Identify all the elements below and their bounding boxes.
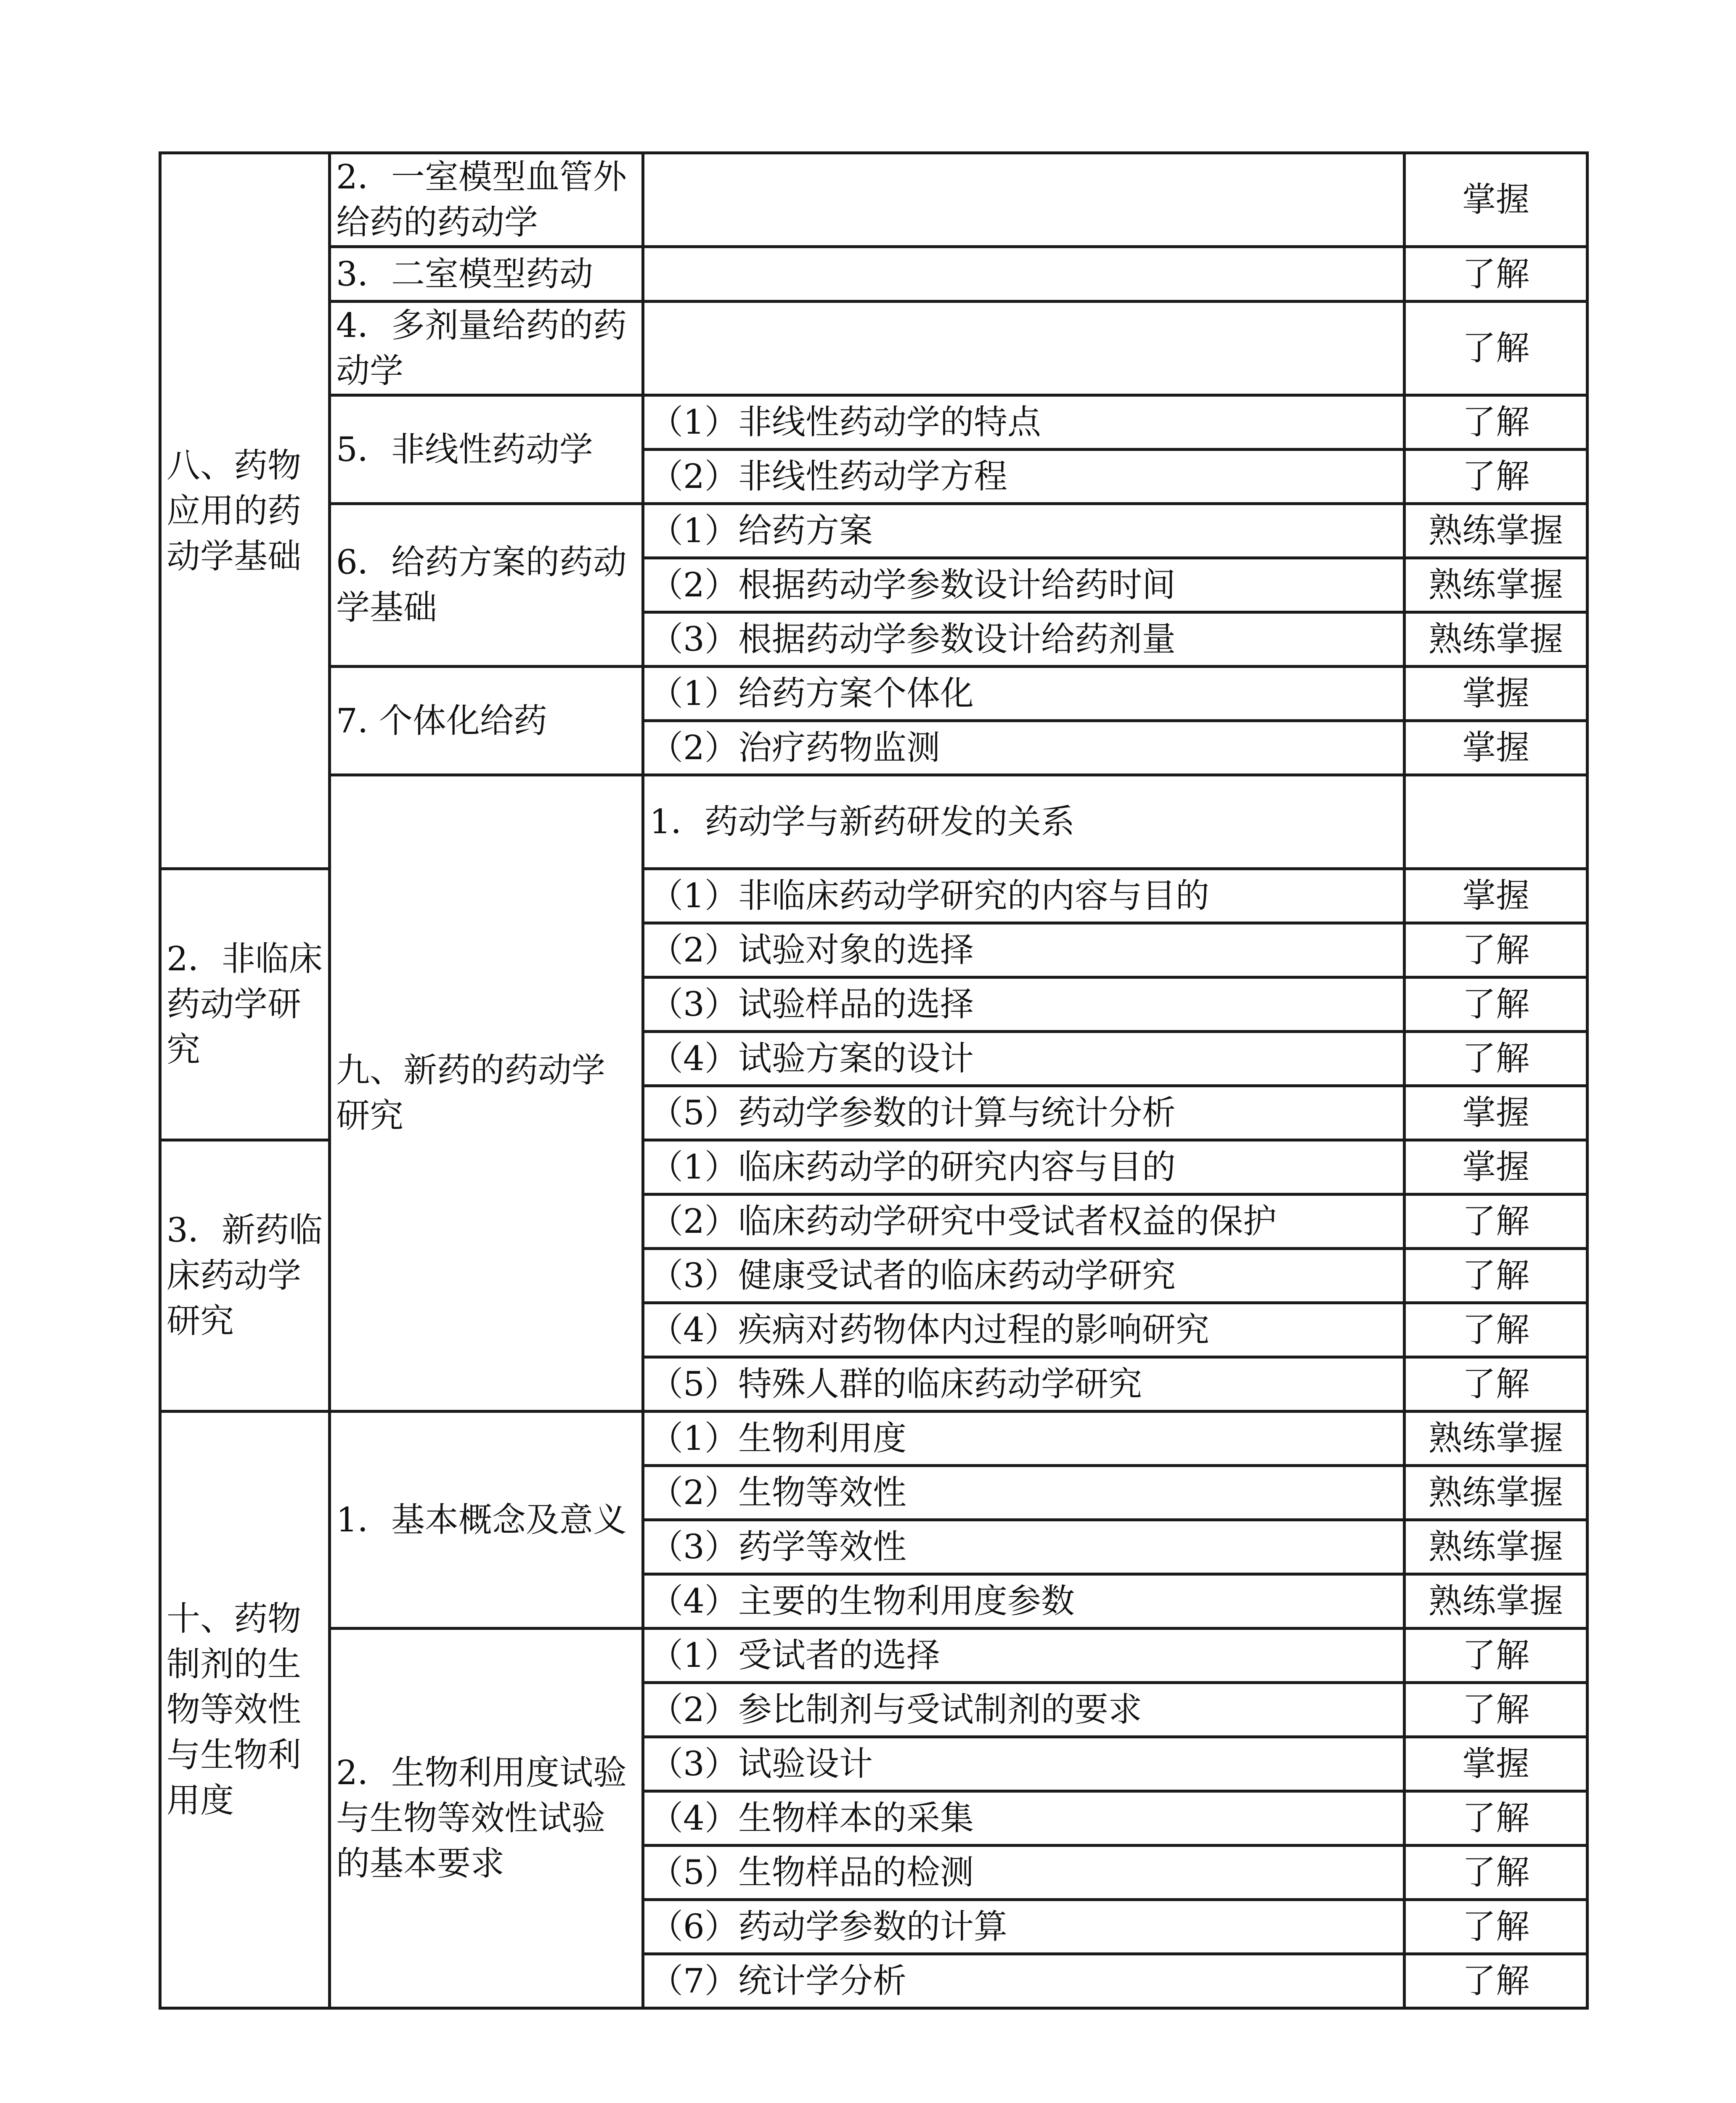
point-cell: （3）药学等效性 xyxy=(643,1520,1405,1574)
point-cell: （4）疾病对药物体内过程的影响研究 xyxy=(643,1303,1405,1357)
level-cell: 了解 xyxy=(1405,1629,1588,1683)
level-cell: 了解 xyxy=(1405,1249,1588,1303)
level-cell: 了解 xyxy=(1405,1303,1588,1357)
point-cell: （4）试验方案的设计 xyxy=(643,1032,1405,1086)
topic-cell: 1．药动学与新药研发的关系 xyxy=(643,775,1405,869)
point-cell: （1）非线性药动学的特点 xyxy=(643,395,1405,450)
point-cell: （5）特殊人群的临床药动学研究 xyxy=(643,1357,1405,1412)
topic-cell: 5．非线性药动学 xyxy=(330,395,643,504)
point-cell: （3）试验样品的选择 xyxy=(643,977,1405,1032)
level-cell: 掌握 xyxy=(1405,153,1588,247)
unit-cell: 九、新药的药动学研究 xyxy=(330,775,643,1412)
table-row xyxy=(160,1629,1588,1683)
topic-cell: 4．多剂量给药的药动学 xyxy=(330,302,643,395)
unit-cell: 八、药物应用的药动学基础 xyxy=(160,153,330,869)
point-cell: （1）生物利用度 xyxy=(643,1412,1405,1466)
point-cell: （3）根据药动学参数设计给药剂量 xyxy=(643,612,1405,667)
point-cell: （2）根据药动学参数设计给药时间 xyxy=(643,558,1405,612)
level-cell: 了解 xyxy=(1405,1032,1588,1086)
topic-cell: 3．新药临床药动学研究 xyxy=(160,1140,330,1412)
level-cell: 掌握 xyxy=(1405,721,1588,775)
topic-cell: 2．一室模型血管外给药的药动学 xyxy=(330,153,643,247)
point-cell: （3）健康受试者的临床药动学研究 xyxy=(643,1249,1405,1303)
syllabus-table xyxy=(159,151,1589,2010)
level-cell: 了解 xyxy=(1405,1846,1588,1900)
unit-cell: 十、药物制剂的生物等效性与生物利用度 xyxy=(160,1412,330,2008)
level-cell: 熟练掌握 xyxy=(1405,1412,1588,1466)
point-cell: （6）药动学参数的计算 xyxy=(643,1900,1405,1954)
point-cell: （2）参比制剂与受试制剂的要求 xyxy=(643,1683,1405,1737)
point-cell: （1）给药方案 xyxy=(643,504,1405,558)
level-cell: 了解 xyxy=(1405,302,1588,395)
table-row xyxy=(160,504,1588,558)
level-cell: 熟练掌握 xyxy=(1405,612,1588,667)
point-cell: （1）给药方案个体化 xyxy=(643,667,1405,721)
table-row xyxy=(160,153,1588,247)
point-cell: （2）生物等效性 xyxy=(643,1466,1405,1520)
point-cell xyxy=(643,153,1405,247)
level-cell: 掌握 xyxy=(1405,1086,1588,1140)
level-cell: 熟练掌握 xyxy=(1405,1574,1588,1629)
level-cell: 了解 xyxy=(1405,1357,1588,1412)
level-cell: 掌握 xyxy=(1405,869,1588,923)
point-cell xyxy=(643,302,1405,395)
point-cell xyxy=(643,247,1405,302)
point-cell: （2）临床药动学研究中受试者权益的保护 xyxy=(643,1195,1405,1249)
point-cell xyxy=(1405,775,1588,869)
point-cell: （5）生物样品的检测 xyxy=(643,1846,1405,1900)
point-cell: （5）药动学参数的计算与统计分析 xyxy=(643,1086,1405,1140)
point-cell: （7）统计学分析 xyxy=(643,1954,1405,2008)
level-cell: 了解 xyxy=(1405,395,1588,450)
point-cell: （4）主要的生物利用度参数 xyxy=(643,1574,1405,1629)
table-row xyxy=(160,302,1588,395)
table-row xyxy=(160,667,1588,721)
level-cell: 了解 xyxy=(1405,1195,1588,1249)
topic-cell: 2．生物利用度试验与生物等效性试验的基本要求 xyxy=(330,1629,643,2008)
point-cell: （3）试验设计 xyxy=(643,1737,1405,1791)
point-cell: （1）临床药动学的研究内容与目的 xyxy=(643,1140,1405,1195)
point-cell: （1）受试者的选择 xyxy=(643,1629,1405,1683)
table-row xyxy=(160,1412,1588,1466)
level-cell: 掌握 xyxy=(1405,1140,1588,1195)
level-cell: 了解 xyxy=(1405,1683,1588,1737)
level-cell: 了解 xyxy=(1405,923,1588,977)
level-cell: 了解 xyxy=(1405,450,1588,504)
point-cell: （1）非临床药动学研究的内容与目的 xyxy=(643,869,1405,923)
table-row xyxy=(160,775,1588,869)
level-cell: 了解 xyxy=(1405,1954,1588,2008)
point-cell: （2）治疗药物监测 xyxy=(643,721,1405,775)
point-cell: （2）试验对象的选择 xyxy=(643,923,1405,977)
topic-cell: 2．非临床药动学研究 xyxy=(160,869,330,1140)
syllabus-table-body xyxy=(160,153,1588,2008)
point-cell: （4）生物样本的采集 xyxy=(643,1791,1405,1846)
topic-cell: 7. 个体化给药 xyxy=(330,667,643,775)
level-cell: 熟练掌握 xyxy=(1405,504,1588,558)
table-row xyxy=(160,247,1588,302)
level-cell: 了解 xyxy=(1405,977,1588,1032)
level-cell: 熟练掌握 xyxy=(1405,1520,1588,1574)
level-cell: 了解 xyxy=(1405,1791,1588,1846)
topic-cell: 1．基本概念及意义 xyxy=(330,1412,643,1629)
level-cell: 了解 xyxy=(1405,1900,1588,1954)
level-cell: 了解 xyxy=(1405,247,1588,302)
level-cell: 熟练掌握 xyxy=(1405,1466,1588,1520)
topic-cell: 3．二室模型药动 xyxy=(330,247,643,302)
point-cell: （2）非线性药动学方程 xyxy=(643,450,1405,504)
level-cell: 掌握 xyxy=(1405,667,1588,721)
level-cell: 掌握 xyxy=(1405,1737,1588,1791)
table-row xyxy=(160,395,1588,450)
topic-cell: 6．给药方案的药动学基础 xyxy=(330,504,643,667)
level-cell: 熟练掌握 xyxy=(1405,558,1588,612)
